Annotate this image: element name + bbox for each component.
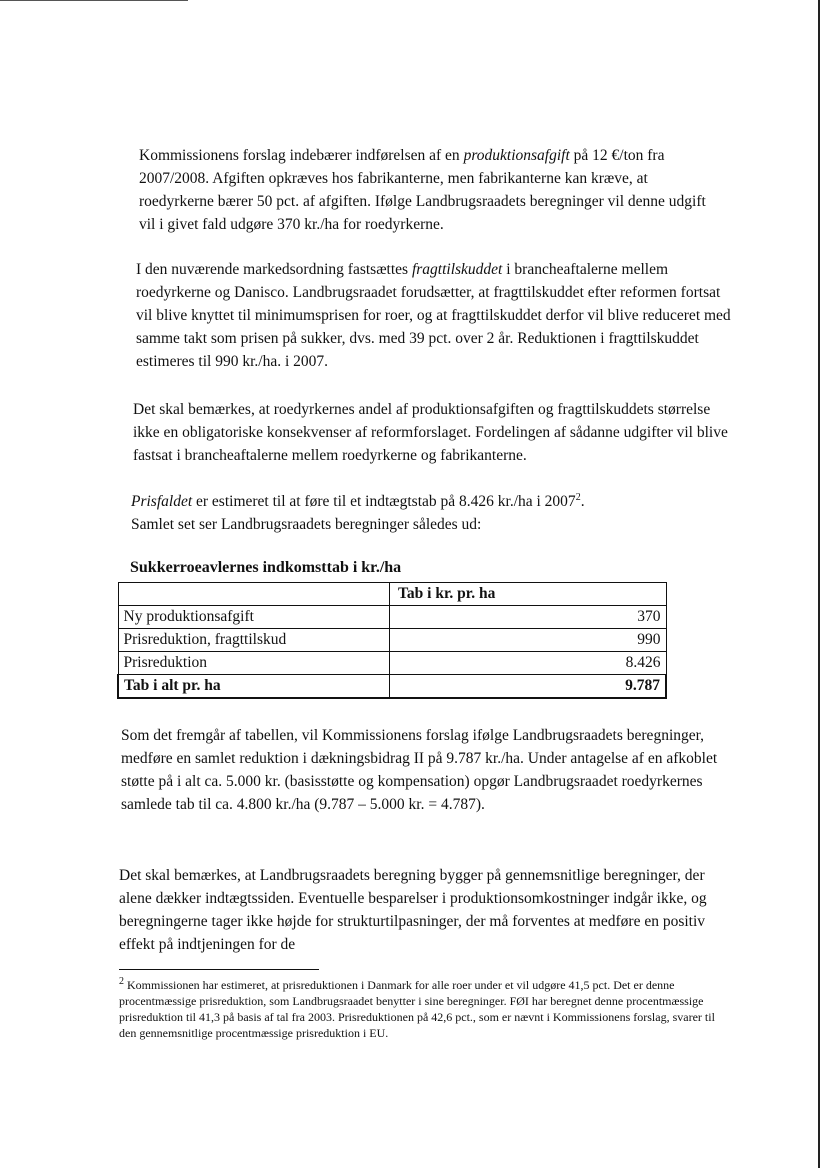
table-header-value: Tab i kr. pr. ha	[390, 583, 667, 606]
paragraph-remark-calculation: Det skal bemærkes, at Landbrugsraadets beregning bygger på gennemsnitlige beregninger, der alene dækker indtægtssiden. Eventuelle besparelser i produktionsomkostninger indgår ikke, og beregningerne tager ikke højde for strukturtilpasninger, der må forventes at medføre en positiv effekt på indtjeningen for de	[119, 867, 707, 953]
page-edge-top	[0, 0, 188, 1]
table-row	[118, 629, 666, 652]
row-label: Prisreduktion	[118, 652, 390, 675]
text: .	[580, 493, 585, 510]
row-value: 8.426	[390, 652, 667, 675]
emphasis-term: fragttilskuddet	[411, 261, 503, 278]
emphasis-term: Prisfaldet	[131, 493, 193, 510]
table-row	[118, 652, 666, 675]
page-edge-right	[818, 0, 820, 1168]
row-value: 370	[390, 606, 667, 629]
paragraph-price-drop	[131, 490, 691, 536]
table-total-row	[118, 675, 666, 699]
row-label: Prisreduktion, fragttilskud	[118, 629, 390, 652]
table-header-row	[118, 583, 666, 606]
total-label: Tab i alt pr. ha	[118, 675, 390, 699]
total-value: 9.787	[390, 675, 667, 699]
text: Kommissionens forslag indebærer indførelsen af en	[139, 147, 464, 164]
footnote-divider	[119, 969, 319, 970]
table-header-empty	[118, 583, 390, 606]
paragraph-remark-distribution: Det skal bemærkes, at roedyrkernes andel af produktionsafgiften og fragttilskuddets størrelse ikke en obligatoriske konsekvenser af reformforslaget. Fordelingen af sådanne udgifter vil blive fastsat i brancheaftalerne mellem roedyrkerne og fabrikanterne.	[133, 401, 728, 464]
table-row	[118, 606, 666, 629]
text: er estimeret til at føre til et indtægtstab på 8.426 kr./ha i 2007	[192, 493, 576, 510]
footnote-marker: 2	[119, 976, 124, 987]
row-value: 990	[390, 629, 667, 652]
footnote	[119, 977, 719, 1041]
emphasis-term: produktionsafgift	[463, 147, 570, 164]
row-label: Ny produktionsafgift	[118, 606, 390, 629]
text: på 12 €/ton fra 2007/2008. Afgiften opkræves hos fabrikanterne, men fabrikanterne kan kræve, at roedyrkerne bærer 50 pct. af afgiften. Ifølge Landbrugsraadets beregninger vil denne udgift vil i givet fald udgøre 370 kr./ha for roedyrkerne.	[139, 147, 706, 233]
income-loss-table	[117, 582, 667, 699]
text: I den nuværende markedsordning fastsættes	[136, 261, 412, 278]
table-title: Sukkerroeavlernes indkomsttab i kr./ha	[130, 559, 402, 576]
paragraph-summary: Som det fremgår af tabellen, vil Kommissionens forslag ifølge Landbrugsraadets beregninger, medføre en samlet reduktion i dækningsbidrag II på 9.787 kr./ha. Under antagelse af en afkoblet støtte på i alt ca. 5.000 kr. (basisstøtte og kompensation) opgør Landbrugsraadet roedyrkernes samlede tab til ca. 4.800 kr./ha (9.787 – 5.000 kr. = 4.787).	[121, 727, 718, 813]
text: i brancheaftalerne mellem roedyrkerne og Danisco. Landbrugsraadet forudsætter, at fragttilskuddet efter reformen fortsat vil blive knyttet til minimumsprisen for roer, og at fragttilskuddet derfor vil blive reduceret med samme takt som prisen på sukker, dvs. med 39 pct. over 2 år. Reduktionen i fragttilskuddet estimeres til 990 kr./ha. i 2007.	[136, 261, 731, 370]
paragraph-freight-subsidy	[136, 258, 736, 373]
paragraph-production-levy	[139, 144, 719, 236]
footnote-reference: 2	[575, 491, 581, 503]
text: Samlet set ser Landbrugsraadets beregninger således ud:	[131, 516, 482, 533]
footnote-text: Kommissionen har estimeret, at prisreduktionen i Danmark for alle roer under et vil udgøre 41,5 pct. Det er denne procentmæssige prisreduktion, som Landbrugsraadet benytter i sine beregninger. FØI har beregnet denne procentmæssige prisreduktion til 41,3 på basis af tal fra 2003. Prisreduktionen på 42,6 pct., som er nævnt i Kommissionens forslag, svarer til den gennemsnitlige procentmæssige prisreduktion i EU.	[119, 978, 715, 1040]
